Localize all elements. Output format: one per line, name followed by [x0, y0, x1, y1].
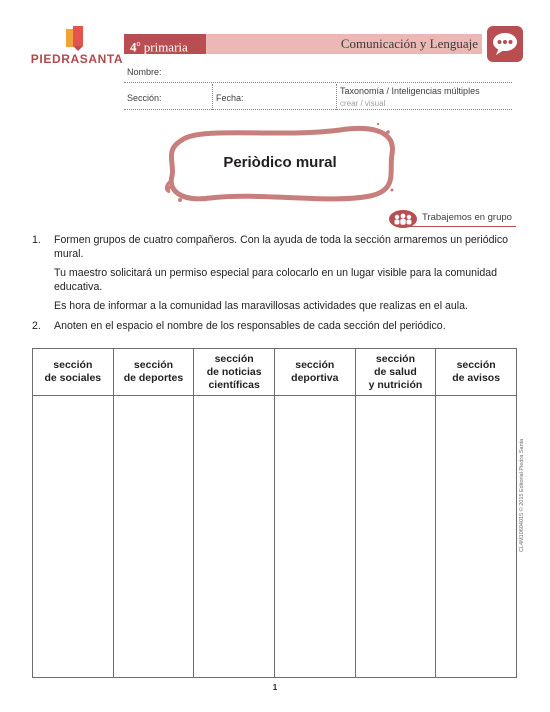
- group-badge-underline: [398, 226, 516, 227]
- field-divider: [212, 84, 213, 110]
- page-number: 1: [272, 683, 278, 692]
- taxonomy-label: Taxonomía / Inteligencias múltiples: [340, 86, 480, 96]
- subject-title: Comunicación y Lenguaje: [340, 36, 478, 51]
- instruction-paragraph: Tu maestro solicitará un permiso especial para colocarlo en un lugar visible para la comunidad educativa.: [54, 267, 498, 293]
- column-header: sección de sociales: [33, 349, 114, 396]
- page-title: Periòdico mural: [223, 154, 337, 171]
- table-cell[interactable]: [194, 396, 275, 678]
- date-label: Fecha:: [216, 93, 244, 103]
- brand-name: PIEDRASANTA: [30, 52, 124, 66]
- field-divider: [336, 84, 337, 110]
- column-header: sección de noticias científicas: [194, 349, 275, 396]
- table-cell[interactable]: [113, 396, 194, 678]
- sections-table: [32, 348, 517, 678]
- speech-bubble-icon: [487, 26, 523, 62]
- name-label: Nombre:: [127, 67, 162, 77]
- instruction-paragraph: Es hora de informar a la comunidad las maravillosas actividades que realizas en el aula.: [54, 300, 468, 312]
- name-field[interactable]: [124, 82, 512, 83]
- instruction-paragraph: Anoten en el espacio el nombre de los responsables de cada sección del periódico.: [54, 320, 446, 332]
- table-cell[interactable]: [355, 396, 436, 678]
- taxonomy-hint: crear / visual: [340, 99, 386, 108]
- group-badge-label: Trabajemos en grupo: [422, 212, 512, 223]
- column-header: sección de avisos: [436, 349, 517, 396]
- instruction-number: 2.: [32, 320, 41, 332]
- copyright-note: CL4M10604015 © 2015 Editorial Piedra Santa: [519, 438, 525, 552]
- section-label: Sección:: [127, 93, 162, 103]
- grade-label: 4$^o$ primaria: [124, 34, 206, 54]
- instruction-paragraph: Formen grupos de cuatro compañeros. Con la ayuda de toda la sección armaremos un periódico mural.: [54, 234, 509, 260]
- piedrasanta-logo-icon: [64, 26, 88, 52]
- table-cell[interactable]: [436, 396, 517, 678]
- column-header: sección de deportes: [113, 349, 194, 396]
- column-header: sección de salud y nutrición: [355, 349, 436, 396]
- table-cell[interactable]: [33, 396, 114, 678]
- column-header: sección deportiva: [274, 349, 355, 396]
- table-cell[interactable]: [274, 396, 355, 678]
- instruction-number: 1.: [32, 234, 41, 246]
- section-date-field[interactable]: [124, 109, 512, 110]
